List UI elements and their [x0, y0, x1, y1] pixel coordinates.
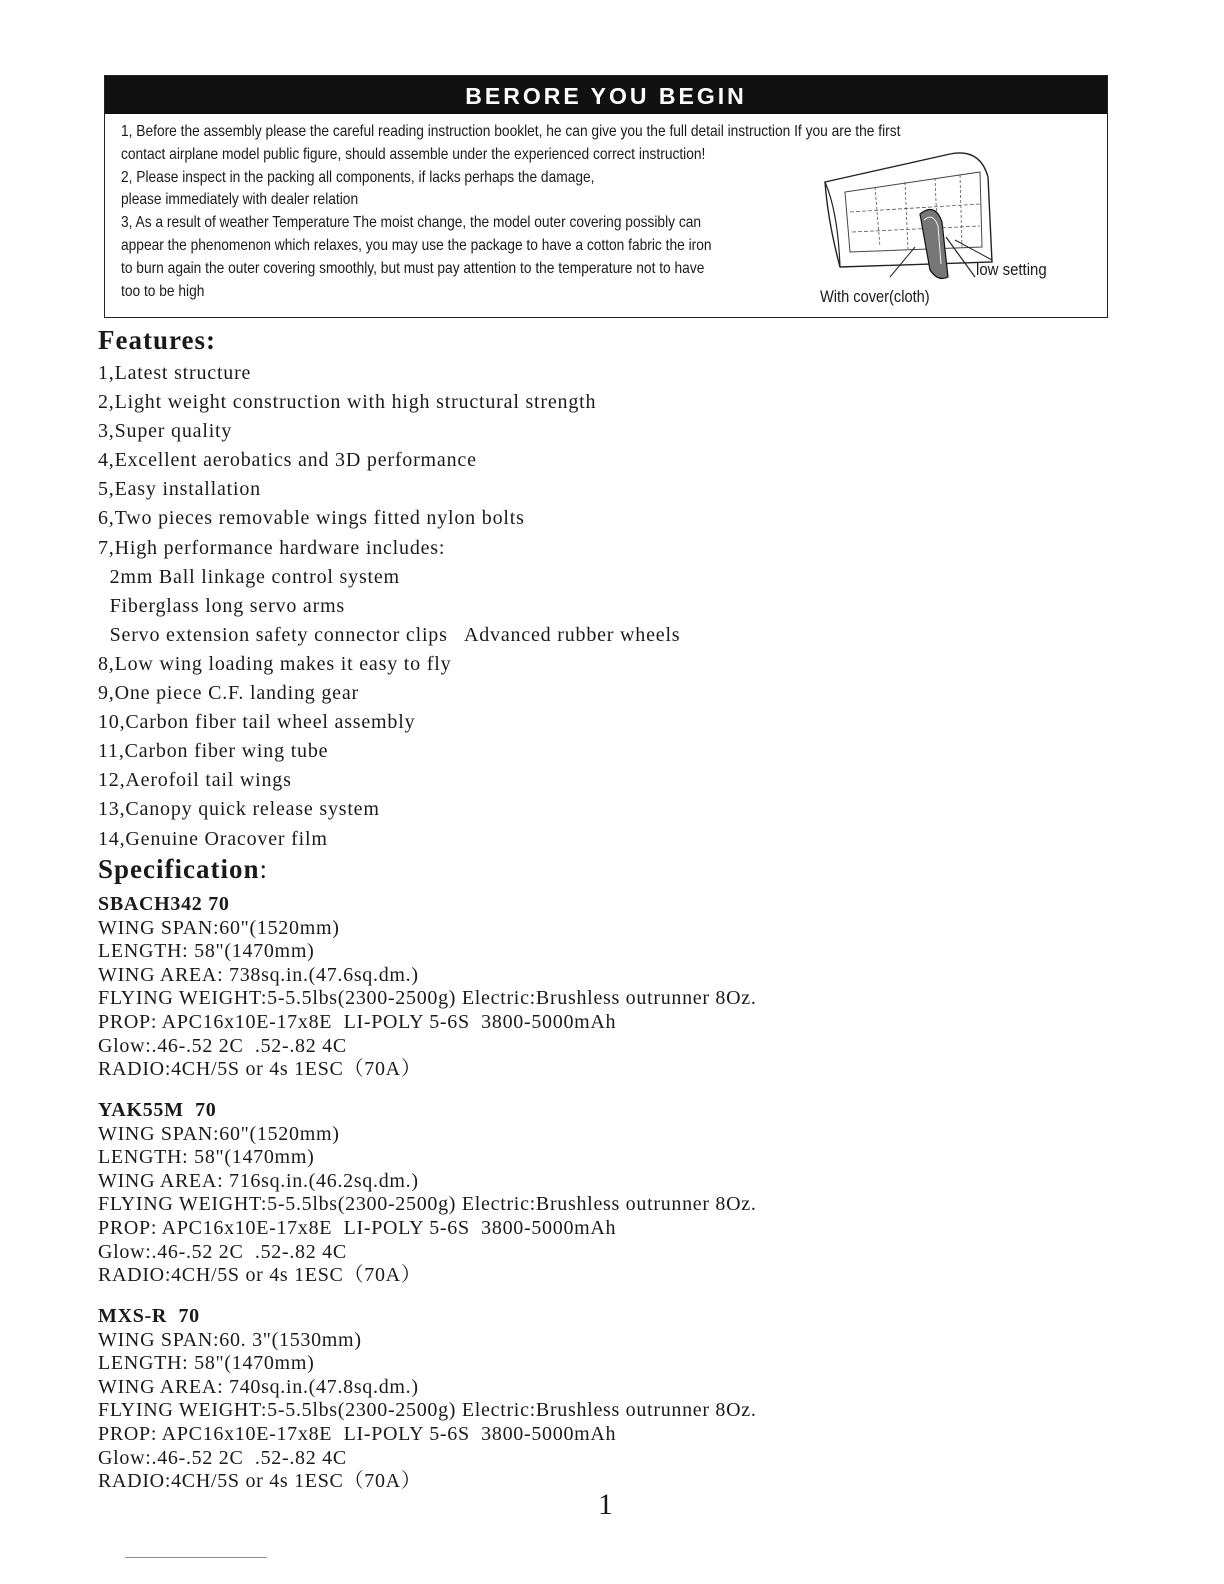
- features-heading: Features:: [98, 325, 216, 355]
- spec-line: Glow:.46-.52 2C .52-.82 4C: [98, 1446, 347, 1469]
- spec-line: PROP: APC16x10E-17x8E LI-POLY 5-6S 3800-5000mAh: [98, 1216, 617, 1239]
- notice-line: appear the phenomenon which relaxes, you may use the package to have a cotton fabric the iron: [121, 236, 712, 254]
- spec-line: FLYING WEIGHT:5-5.5lbs(2300-2500g) Electric:Brushless outrunner 8Oz.: [98, 1193, 757, 1216]
- spec-line: FLYING WEIGHT:5-5.5lbs(2300-2500g) Electric:Brushless outrunner 8Oz.: [98, 1399, 757, 1422]
- spec-model-sbach342: [98, 893, 757, 1082]
- notice-line: too to be high: [121, 282, 205, 300]
- spec-line: RADIO:4CH/5S or 4s 1ESC（70A）: [98, 1470, 422, 1493]
- spec-model-name: YAK55M 70: [98, 1099, 217, 1121]
- notice-line: 3, As a result of weather Temperature The moist change, the model outer covering possibly can: [121, 214, 702, 232]
- feature-item: 2mm Ball linkage control system: [98, 565, 400, 588]
- spec-line: PROP: APC16x10E-17x8E LI-POLY 5-6S 3800-5000mAh: [98, 1422, 617, 1445]
- spec-line: WING SPAN:60"(1520mm): [98, 916, 340, 939]
- feature-item: 10,Carbon fiber tail wheel assembly: [98, 711, 416, 734]
- specification-title: Specification: [98, 854, 260, 884]
- notice-line: 2, Please inspect in the packing all components, if lacks perhaps the damage,: [121, 168, 595, 186]
- feature-item: 1,Latest structure: [98, 362, 252, 384]
- spec-model-name: SBACH342 70: [98, 893, 230, 915]
- specification-colon: :: [259, 854, 269, 884]
- spec-line: WING SPAN:60. 3"(1530mm): [98, 1328, 362, 1351]
- spec-line: LENGTH: 58"(1470mm): [98, 940, 315, 963]
- iron-on-covered-wing-icon: [820, 152, 995, 282]
- spec-line: Glow:.46-.52 2C .52-.82 4C: [98, 1034, 347, 1057]
- feature-item: 9,One piece C.F. landing gear: [98, 682, 359, 705]
- spec-model-name: MXS-R 70: [98, 1305, 200, 1327]
- spec-line: LENGTH: 58"(1470mm): [98, 1146, 315, 1169]
- feature-item: 2,Light weight construction with high structural strength: [98, 391, 597, 414]
- feature-item: Fiberglass long servo arms: [98, 594, 346, 617]
- feature-item: 4,Excellent aerobatics and 3D performance: [98, 449, 477, 472]
- spec-line: FLYING WEIGHT:5-5.5lbs(2300-2500g) Electric:Brushless outrunner 8Oz.: [98, 987, 757, 1010]
- spec-line: WING AREA: 740sq.in.(47.8sq.dm.): [98, 1375, 419, 1398]
- spec-model-yak55m: [98, 1099, 757, 1288]
- notice-line: to burn again the outer covering smoothly, but must pay attention to the temperature not to have: [121, 259, 705, 277]
- spec-line: LENGTH: 58"(1470mm): [98, 1352, 315, 1375]
- specification-heading: [98, 854, 268, 885]
- spec-line: WING AREA: 716sq.in.(46.2sq.dm.): [98, 1169, 419, 1192]
- feature-item: 13,Canopy quick release system: [98, 798, 380, 821]
- with-cover-label: With cover(cloth): [820, 287, 930, 306]
- feature-item: 5,Easy installation: [98, 478, 261, 501]
- feature-item: 7,High performance hardware includes:: [98, 536, 446, 559]
- notice-line: 1, Before the assembly please the careful reading instruction booklet, he can give you the full detail instruction If you are the first: [121, 123, 901, 140]
- feature-item: 8,Low wing loading makes it easy to fly: [98, 652, 452, 675]
- feature-item: 14,Genuine Oracover film: [98, 827, 328, 850]
- spec-line: PROP: APC16x10E-17x8E LI-POLY 5-6S 3800-5000mAh: [98, 1010, 617, 1033]
- spec-line: RADIO:4CH/5S or 4s 1ESC（70A）: [98, 1264, 422, 1287]
- notice-line: please immediately with dealer relation: [121, 191, 359, 209]
- notice-line: contact airplane model public figure, should assemble under the experienced correct instruction!: [121, 145, 706, 163]
- spec-line: WING SPAN:60"(1520mm): [98, 1122, 340, 1145]
- spec-line: RADIO:4CH/5S or 4s 1ESC（70A）: [98, 1058, 422, 1081]
- feature-item: 12,Aerofoil tail wings: [98, 769, 292, 792]
- feature-item: 3,Super quality: [98, 420, 233, 443]
- spec-line: Glow:.46-.52 2C .52-.82 4C: [98, 1240, 347, 1263]
- footer-divider: [125, 1557, 267, 1558]
- features-list: [98, 359, 680, 854]
- page-number: 1: [598, 1488, 613, 1521]
- spec-line: WING AREA: 738sq.in.(47.6sq.dm.): [98, 963, 419, 986]
- feature-item: Servo extension safety connector clips Advanced rubber wheels: [98, 623, 681, 646]
- feature-item: 11,Carbon fiber wing tube: [98, 740, 329, 763]
- feature-item: 6,Two pieces removable wings fitted nylon bolts: [98, 507, 525, 530]
- low-setting-label: low setting: [976, 260, 1047, 279]
- notice-title: BERORE YOU BEGIN: [105, 76, 1107, 114]
- spec-model-mxs-r: [98, 1305, 757, 1494]
